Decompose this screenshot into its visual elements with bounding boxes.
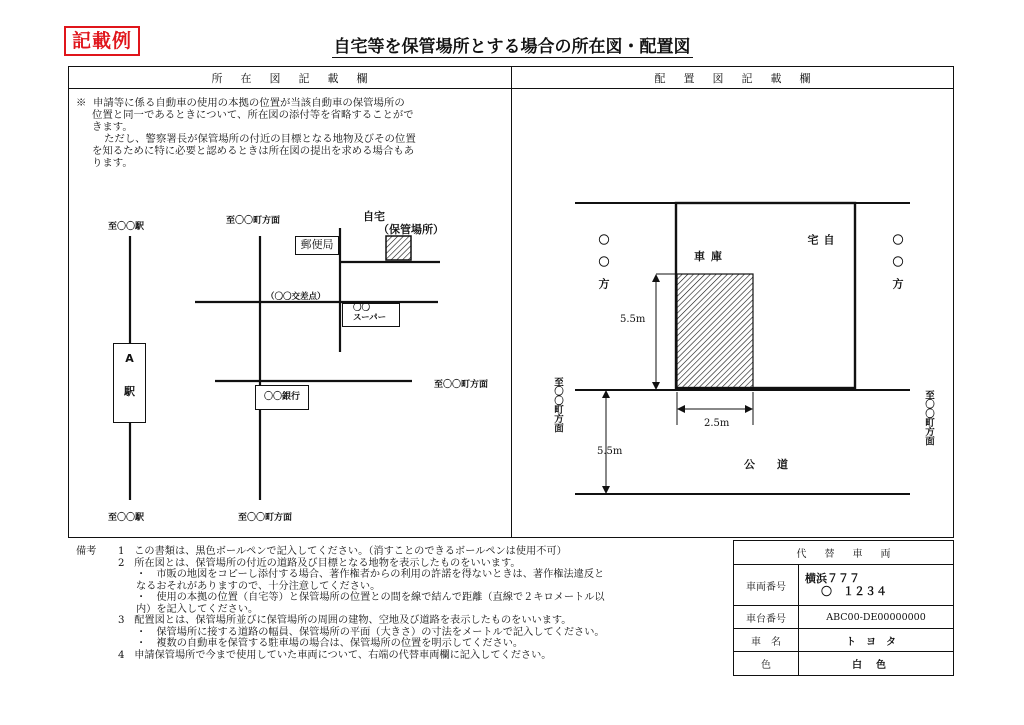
name-label: 車名 bbox=[734, 629, 799, 652]
note-line: 位置と同一であるときについて、所在図の添付等を省略することがで bbox=[92, 109, 414, 121]
note-line: を知るために特に必要と認めるときは所在図の提出を求める場合もあ bbox=[92, 145, 415, 157]
remark-3b: ・ 複数の自動車を保管する駐車場の場合は、保管場所の位置を明示してください。 bbox=[136, 638, 524, 649]
remark-3: 配置図とは、保管場所並びに保管場所の周囲の建物、空地及び道路を表示したものをいいます。 bbox=[134, 615, 572, 626]
page-title: 自宅等を保管場所とする場合の所在図・配置図 bbox=[333, 37, 691, 57]
map-post-office: 郵便局 bbox=[295, 236, 339, 255]
layout-dim-road: 5.5m bbox=[597, 446, 623, 457]
map-station-a: A 駅 bbox=[113, 343, 146, 423]
note-mark: ※ bbox=[76, 97, 87, 109]
chassis-value: ABC00-DE00000000 bbox=[799, 606, 954, 629]
remark-2a: ・ 市販の地図をコピーし添付する場合、著作権者からの利用の許諾を得ないときは、著作権法違反と bbox=[136, 569, 605, 580]
location-map-header: 所在図記載欄 bbox=[211, 72, 386, 85]
layout-label-garage: 車庫 bbox=[694, 250, 728, 263]
remark-2b: ・ 使用の本拠の位置（自宅等）と保管場所の位置との間を線で結んで距離（直線で２キロメートル以 bbox=[136, 592, 605, 603]
map-supermarket: 〇〇 スーパー bbox=[342, 303, 400, 327]
layout-dim-width: 2.5m bbox=[704, 418, 730, 429]
remark-1: この書類は、黒色ボールペンで記入してください。（消すことのできるボールペンは使用不可） bbox=[134, 546, 567, 557]
substitute-vehicle-table bbox=[733, 540, 954, 676]
remarks-label: 備考 bbox=[76, 546, 97, 557]
remark-3a: ・ 保管場所に接する道路の幅員、保管場所の平面（大きさ）の寸法をメートルで記入してください。 bbox=[136, 626, 605, 638]
color-value: 白色 bbox=[799, 652, 954, 676]
note-line: ただし、警察署長が保管場所の付近の目標となる地物及びその位置 bbox=[104, 133, 416, 145]
color-label: 色 bbox=[734, 652, 799, 676]
layout-drawing bbox=[575, 203, 910, 494]
layout-map-header: 配置図記載欄 bbox=[654, 72, 829, 85]
remark-2: 所在図とは、保管場所の付近の道路及び目標となる地物を表示したものをいいます。 bbox=[134, 557, 521, 569]
layout-label-left-direction: 至〇〇町方面 bbox=[552, 377, 563, 433]
map-label-intersection: （〇〇交差点） bbox=[266, 292, 326, 302]
layout-label-right-direction: 至〇〇町方面 bbox=[923, 390, 934, 446]
layout-label-right-side: 〇〇方 bbox=[891, 234, 904, 300]
map-label-town-right: 至〇〇町方面 bbox=[434, 380, 489, 390]
layout-label-road: 公道 bbox=[744, 458, 810, 471]
example-badge: 記載例 bbox=[64, 26, 140, 56]
map-roads bbox=[130, 228, 440, 500]
map-label-station-top: 至〇〇駅 bbox=[108, 222, 145, 232]
layout-label-left-side: 〇〇方 bbox=[597, 234, 610, 300]
map-bank: 〇〇銀行 bbox=[255, 385, 309, 410]
map-label-station-bottom: 至〇〇駅 bbox=[108, 513, 145, 523]
remark-4: 申請保管場所で今まで使用していた車両について、右端の代替車両欄に記入してください。 bbox=[134, 649, 552, 661]
chassis-label: 車台番号 bbox=[734, 606, 799, 629]
note-line: 申請等に係る自動車の使用の本拠の位置が当該自動車の保管場所の bbox=[93, 97, 405, 109]
map-label-home: 自宅 bbox=[363, 210, 385, 223]
map-label-parking: （保管場所） bbox=[378, 223, 444, 236]
plate-label: 車両番号 bbox=[734, 565, 799, 606]
layout-dim-height: 5.5m bbox=[620, 314, 646, 325]
map-label-town-bottom: 至〇〇町方面 bbox=[238, 513, 293, 523]
layout-label-home: 自宅 bbox=[806, 234, 835, 275]
note-line: ります。 bbox=[92, 157, 133, 169]
remark-2b-cont: 内）を記入してください。 bbox=[136, 603, 259, 615]
map-parking-mark bbox=[386, 236, 411, 260]
vehicle-header: 代替車両 bbox=[734, 541, 954, 565]
remarks-block: 1 この書類は、黒色ボールペンで記入してください。（消すことのできるボールペンは使用不可） 2 所在図とは、保管場所の付近の道路及び目標となる地物を表示したものをいいます。 ・ 市販の地図をコピーし添付する場合、著作権者からの利用の許諾を得ないときは、著作権法違反と なるおそれがありますので、十分注意してください。 ・ 使用の本拠の位置（自宅等）と保管場所の位置との間を線で結んで距離（直線で２キロメートル以 内）を記入してください。 3 配置図とは、保管場所並びに保管場所の周囲の建物、空地及び道路を表示したものをいいます。 ・ 保管場所に接する道路の幅員、保管場所の平面（大きさ）の寸法をメートルで記入してください。 ・ 複数の自動車を保管する駐車場の場合は、保管場所の位置を明示してください。 4 申請保管場所で今まで使用していた車両について、右端の代替車両欄に記入してください。 bbox=[118, 546, 730, 661]
plate-value: 横浜７７７ 〇 １２３４ bbox=[799, 565, 954, 606]
map-label-town-top: 至〇〇町方面 bbox=[226, 216, 281, 226]
remark-2a-cont: なるおそれがありますので、十分注意してください。 bbox=[136, 580, 381, 592]
note-line: きます。 bbox=[92, 121, 133, 133]
name-value: トヨタ bbox=[799, 629, 954, 652]
